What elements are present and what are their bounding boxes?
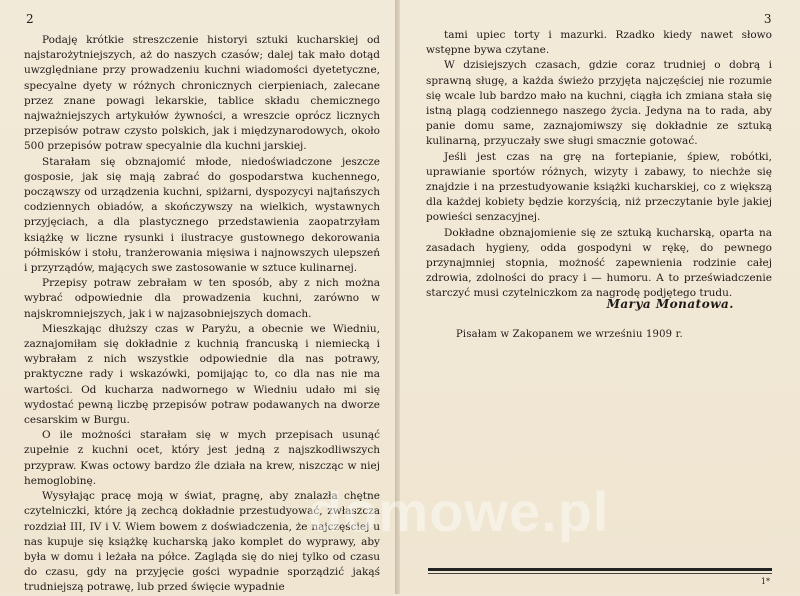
- right-page-number: 3: [763, 12, 772, 26]
- sheet-mark: 1*: [760, 577, 770, 586]
- left-paragraph-3: Przepisy potraw zebrałam w ten sposób, aby z nich można wybrać odpowiednie dla prowadzenia kuchni, zarówno w najskromniejszych, jak i w najzasobniejszych domach.: [24, 277, 380, 320]
- place-date: Pisałam w Zakopanem we wrześniu 1909 r.: [456, 329, 683, 340]
- right-page-text: [426, 28, 772, 302]
- left-paragraph-5: O ile możności starałam się w mych przepisach usunąć zupełnie z kuchni ocet, który jest jedną z najszkodliwszych przypraw. Kwas octowy bardzo źle działa na krew, niszcząc w niej hemoglobinę.: [24, 429, 380, 487]
- right-paragraph-4: Dokładne obznajomienie się ze sztuką kucharską, oparta na zasadach hygieny, odda gospodyni w rękę, do pewnego przynajmniej stopnia, możność zapewnienia rodzinie całej zdrowia, zdolności do pracy i — humoru. A to przeświadczenie starczyć musi czytelniczkom za nagrodę podjętego trudu.: [426, 226, 772, 300]
- left-paragraph-1: Podaję krótkie streszczenie historyi sztuki kucharskiej od najstarożytniejszych, aż do naszych czasów; dalej tak mało dotąd uwzględniane przy prowadzeniu kuchni wiadomości dyetetyczne, specyalne dyety w różnych chronicznych cierpieniach, zalecane przez znane powagi lekarskie, tablice składu chemicznego najważniejszych artykułów żywności, a wreszcie oprócz licznych przepisów potraw czysto polskich, jak i międzynarodowych, około 500 przepisów potraw specyalnie dla kuchni jarskiej.: [24, 34, 380, 153]
- left-page-number: 2: [26, 12, 35, 26]
- bottom-thin-rule: [428, 573, 772, 574]
- left-paragraph-6: Wysyłając pracę moją w świat, pragnę, aby znalazła chętne czytelniczki, które ją zechcą dokładnie przestudyować, zwłaszcza rozdział III, IV i V. Wiem bowem z doświadczenia, że najczęściej u nas kupuje się książkę kucharską jako komplet do wyprawy, aby była w domu i leżała na półce. Zagląda się do niej tylko od czasu do czasu, gdy na przyjęcie gości wypadnie sporządzić jakąś trudniejszą potrawę, lub przed święcie wypadnie: [24, 490, 380, 594]
- bottom-thick-rule: [428, 568, 772, 571]
- left-page-text: [24, 33, 380, 596]
- watermark-text: domowe.pl: [308, 480, 610, 543]
- left-page: [0, 0, 400, 594]
- left-paragraph-4: Mieszkając dłuższy czas w Paryżu, a obecnie we Wiedniu, zaznajomiłam się dokładnie z kuchnią francuską i niemiecką i wybrałam z nich wszystkie odpowiednie dla nas potrawy, praktyczne rady i wskazówki, pomijając to, co dla nas nie ma wartości. Od kucharza nadwornego w Wiedniu udało mi się wydostać pewną liczbę przepisów potraw podawanych na dworze cesarskim w Burgu.: [24, 322, 380, 427]
- right-page: [400, 0, 800, 594]
- author-signature: Marya Monatowa.: [606, 297, 734, 311]
- right-paragraph-1: tami upiec torty i mazurki. Rzadko kiedy nawet słowo wstępne bywa czytane.: [426, 29, 772, 57]
- left-paragraph-2: Starałam się obznajomić młode, niedoświadczone jeszcze gosposie, jak się mają zabrać do gospodarstwa kuchennego, począwszy od urządzenia kuchni, spiżarni, dyspozycyi najtańszych codziennych obiadów, a skończywszy na wielkich, wystawnych przyjęciach, a dla plastycznego przedstawienia zaopatrzyłam książkę w liczne rysunki i ilustracye gustownego dekorowania półmisków i stołu, tranżerowania mięsiwa i najnowszych ulepszeń i przyrządów, mających swe zastosowanie w sztuce kulinarnej.: [24, 155, 380, 275]
- right-paragraph-2: W dzisiejszych czasach, gdzie coraz trudniej o dobrą i sprawną sługę, a każda świeżo przyjęta najczęściej nie rozumie się wcale lub bardzo mało na kuchni, ciągła ich zmiana stała się istną plagą codziennego naszego życia. Jedyna na to rada, aby panie domu same, zaznajomiwszy się dokładnie ze sztuką kulinarną, przyuczały swe sługi smacznie gotować.: [426, 59, 772, 148]
- right-paragraph-3: Jeśli jest czas na grę na fortepianie, śpiew, robótki, uprawianie sportów różnych, wizyty i zabawy, to niechże się znajdzie i na przestudyowanie książki kucharskiej, co z większą dla każdej kobiety będzie korzyścią, niż przeczytanie byle jakiej powieści senzacyjnej.: [426, 150, 772, 224]
